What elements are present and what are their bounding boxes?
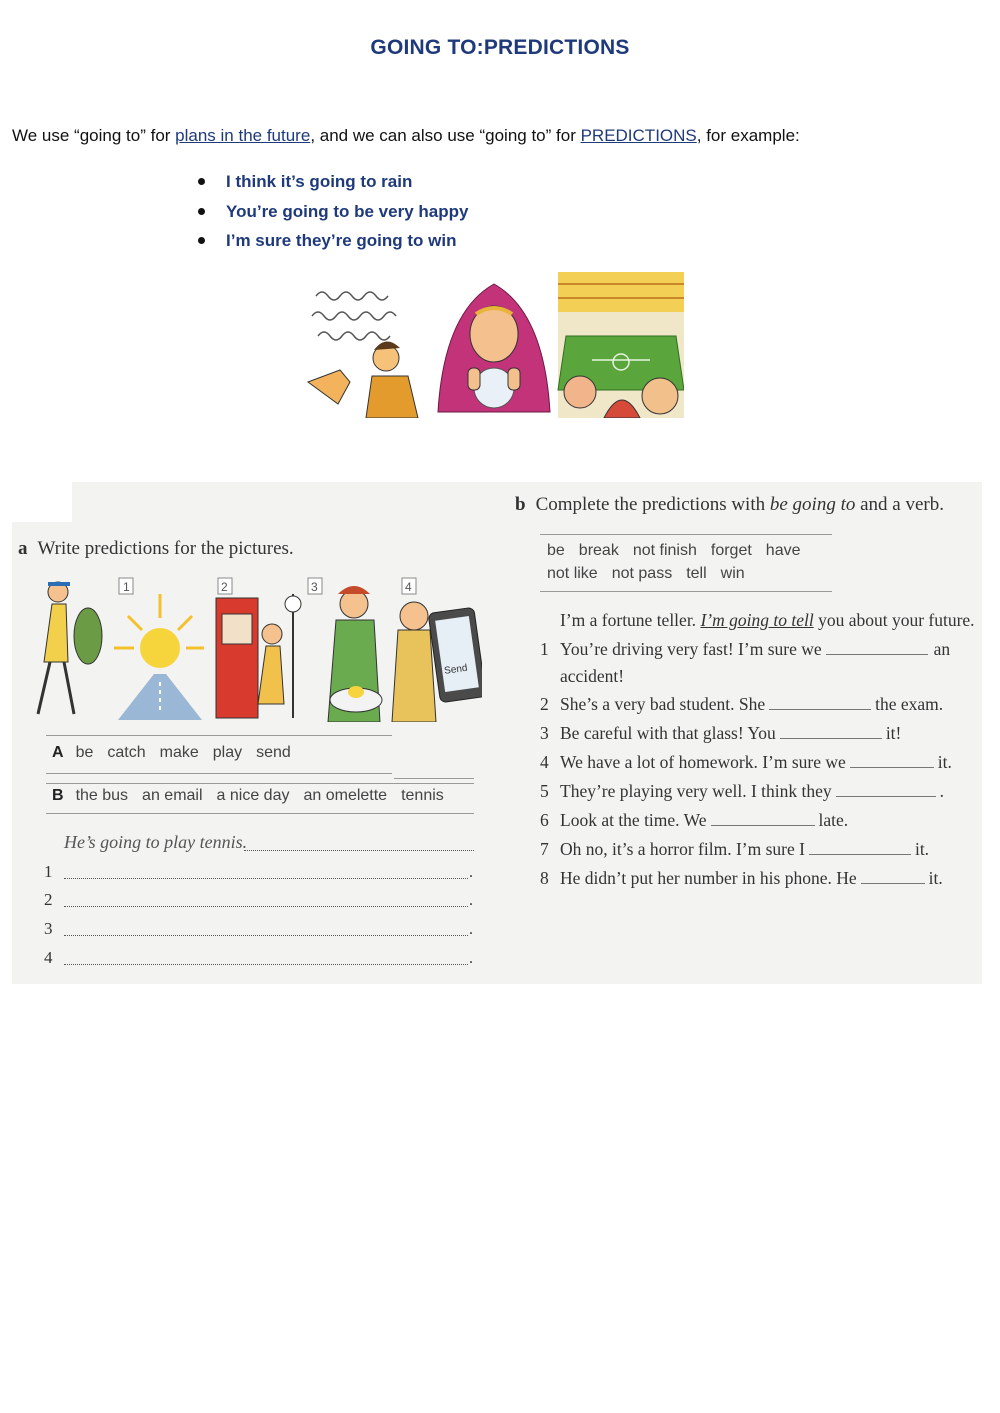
- answer-blank[interactable]: [826, 641, 928, 655]
- email-picture: [392, 578, 482, 722]
- exercise-sheet: a Write predictions for the pictures. 1 2 3 4 Send A be catch make play send B the bus an email a nice day an omelette tennis He’s going to play tennis. 1 . 2 . 3 . 4 . b Complete the predictions with be going to and a verb. be break not finish forget have not like not pass tell win I’m a fortune teller. I’m going to tell you about your future. 1 You’re driving very fast! I’m sure we an accident! 2 She’s a very bad student. She the exam. 3 Be careful with that glass! You it! 4 We have a lot of homework. I’m sure we it. 5 They’re playing very well. I think they . 6 Look at the time. We late. 7 Oh no, it’s a horror film. I’m sure I it. 8 He didn’t put her number in his phone. He it.: [12, 482, 982, 984]
- predictions-link[interactable]: PREDICTIONS: [580, 126, 697, 145]
- example-list: [196, 168, 468, 257]
- svg-text:2: 2: [221, 580, 228, 594]
- exercise-b-word-box-row1: be break not finish forget have: [547, 542, 801, 559]
- intro-text-1: We use “going to” for: [12, 126, 176, 145]
- example-item: I think it’s going to rain: [196, 168, 468, 198]
- svg-text:3: 3: [311, 580, 318, 594]
- omelette-picture: [308, 578, 382, 722]
- predictions-illustration: [304, 272, 684, 418]
- word-box-b: B the bus an email a nice day an omelette tennis: [52, 787, 444, 804]
- fortune-teller-picture: [432, 278, 552, 412]
- exercise-b-item-1: 1 You’re driving very fast! I’m sure we an: [540, 639, 951, 659]
- exercise-b-item-6: 6 Look at the time. We late.: [540, 810, 849, 830]
- svg-text:1: 1: [123, 580, 130, 594]
- exercise-b-item-4: 4 We have a lot of homework. I’m sure we it.: [540, 752, 952, 772]
- answer-line[interactable]: [64, 878, 468, 879]
- answer-blank[interactable]: [861, 870, 925, 884]
- stadium-picture: [558, 272, 684, 418]
- answer-line[interactable]: [64, 906, 468, 907]
- answer-blank[interactable]: [769, 696, 871, 710]
- page-title: GOING TO:PREDICTIONS: [370, 36, 630, 59]
- bullet-icon: [198, 237, 205, 244]
- example-item: I’m sure they’re going to win: [196, 227, 468, 257]
- exercise-b-heading: b Complete the predictions with be going to and a verb.: [515, 494, 945, 515]
- bullet-icon: [198, 178, 205, 185]
- bus-stop-picture: [216, 578, 301, 718]
- answer-line[interactable]: [64, 964, 468, 965]
- answer-line[interactable]: [64, 935, 468, 936]
- exercise-a-heading: a Write predictions for the pictures.: [18, 538, 294, 559]
- exercise-b-item-2: 2 She’s a very bad student. She the exam.: [540, 694, 944, 714]
- exercise-b-item-5: 5 They’re playing very well. I think they .: [540, 781, 945, 801]
- intro-text-2: , and we can also use “going to” for: [310, 126, 581, 145]
- exercise-b-item-8: 8 He didn’t put her number in his phone. He it.: [540, 868, 943, 888]
- svg-text:Send: Send: [443, 662, 469, 677]
- bullet-icon: [198, 208, 205, 215]
- plans-link[interactable]: plans in the future: [175, 126, 311, 145]
- word-box-a: A be catch make play send: [52, 744, 291, 761]
- exercise-a-example-answer: He’s going to play tennis.: [64, 832, 248, 852]
- exercise-b-word-box-row2: not like not pass tell win: [547, 565, 745, 582]
- tennis-player-picture: [38, 582, 102, 714]
- exercise-a-pictures: [22, 574, 482, 722]
- intro-paragraph: [12, 126, 992, 146]
- answer-blank[interactable]: [836, 783, 936, 797]
- answer-blank[interactable]: [850, 754, 934, 768]
- rain-prediction-picture: [304, 272, 430, 418]
- exercise-b-item-3: 3 Be careful with that glass! You it!: [540, 723, 902, 743]
- intro-text-3: , for example:: [696, 126, 800, 145]
- exercise-b-item-7: 7 Oh no, it’s a horror film. I’m sure I it.: [540, 839, 930, 859]
- exercise-b-example: I’m a fortune teller. I’m going to tell you about your future.: [560, 610, 975, 630]
- sunny-day-picture: [114, 578, 204, 720]
- answer-blank[interactable]: [711, 812, 815, 826]
- svg-text:4: 4: [405, 580, 412, 594]
- example-item: You’re going to be very happy: [196, 198, 468, 228]
- answer-blank[interactable]: [809, 841, 911, 855]
- answer-blank[interactable]: [780, 725, 882, 739]
